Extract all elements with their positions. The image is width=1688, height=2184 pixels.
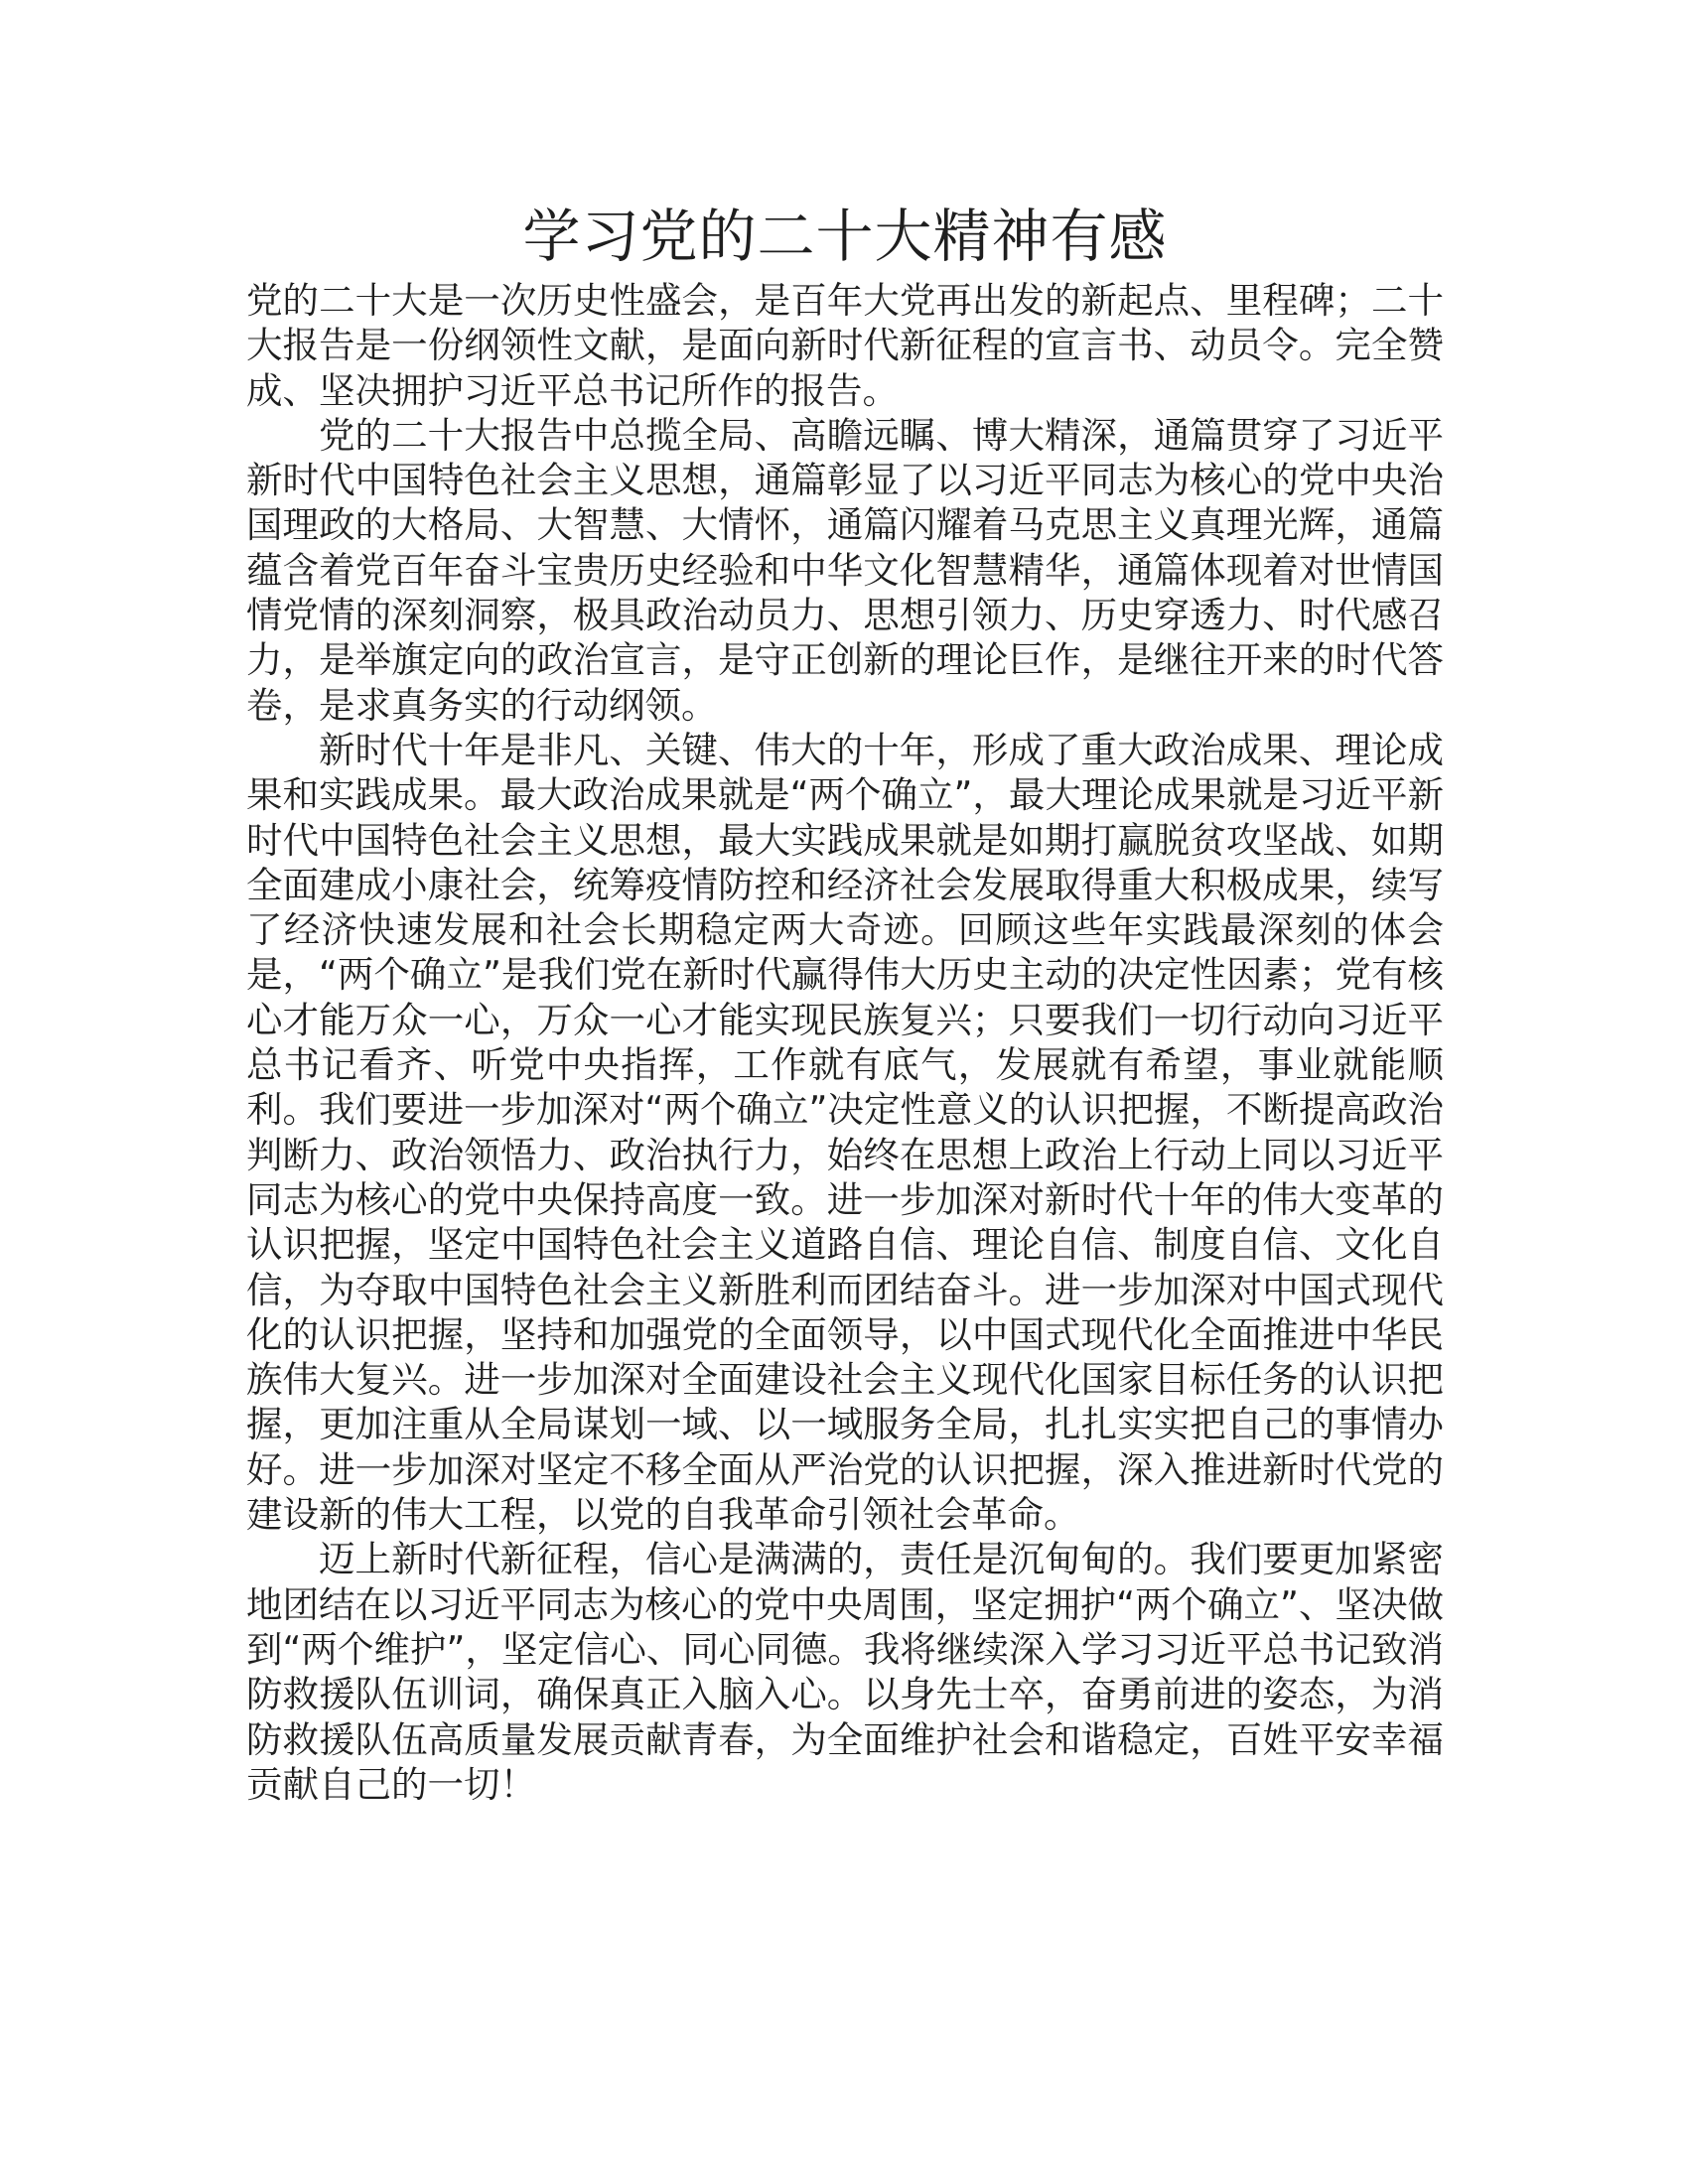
paragraph-1: 党的二十大是一次历史性盛会，是百年大党再出发的新起点、里程碑；二十大报告是一份纲领性文献，是面向新时代新征程的宣言书、动员令。完全赞成、坚决拥护习近平总书记所作的报告。 xyxy=(246,279,1444,412)
document-title: 学习党的二十大精神有感 xyxy=(522,203,1168,270)
paragraph-2: 党的二十大报告中总揽全局、高瞻远瞩、博大精深，通篇贯穿了习近平新时代中国特色社会主义思想，通篇彰显了以习近平同志为核心的党中央治国理政的大格局、大智慧、大情怀，通篇闪耀着马克思主义真理光辉，通篇蕴含着党百年奋斗宝贵历史经验和中华文化智慧精华，通篇体现着对世情国情党情的深刻洞察，极具政治动员力、思想引领力、历史穿透力、时代感召力，是举旗定向的政治宣言，是守正创新的理论巨作，是继往开来的时代答卷，是求真务实的行动纲领。 xyxy=(246,413,1444,727)
paragraph-3: 新时代十年是非凡、关键、伟大的十年，形成了重大政治成果、理论成果和实践成果。最大政治成果就是“两个确立”，最大理论成果就是习近平新时代中国特色社会主义思想，最大实践成果就是如期打赢脱贫攻坚战、如期全面建成小康社会，统筹疫情防控和经济社会发展取得重大积极成果，续写了经济快速发展和社会长期稳定两大奇迹。回顾这些年实践最深刻的体会是，“两个确立”是我们党在新时代赢得伟大历史主动的决定性因素；党有核心才能万众一心，万众一心才能实现民族复兴；只要我们一切行动向习近平总书记看齐、听党中央指挥，工作就有底气，发展就有希望，事业就能顺利。我们要进一步加深对“两个确立”决定性意义的认识把握，不断提高政治判断力、政治领悟力、政治执行力，始终在思想上政治上行动上同以习近平同志为核心的党中央保持高度一致。进一步加深对新时代十年的伟大变革的认识把握，坚定中国特色社会主义道路自信、理论自信、制度自信、文化自信，为夺取中国特色社会主义新胜利而团结奋斗。进一步加深对中国式现代化的认识把握，坚持和加强党的全面领导，以中国式现代化全面推进中华民族伟大复兴。进一步加深对全面建设社会主义现代化国家目标任务的认识把握，更加注重从全局谋划一域、以一域服务全局，扎扎实实把自己的事情办好。进一步加深对坚定不移全面从严治党的认识把握，深入推进新时代党的建设新的伟大工程，以党的自我革命引领社会革命。 xyxy=(246,728,1444,1537)
paragraph-4: 迈上新时代新征程，信心是满满的，责任是沉甸甸的。我们要更加紧密地团结在以习近平同志为核心的党中央周围，坚定拥护“两个确立”、坚决做到“两个维护”，坚定信心、同心同德。我将继续深入学习习近平总书记致消防救援队伍训词，确保真正入脑入心。以身先士卒，奋勇前进的姿态，为消防救援队伍高质量发展贡献青春，为全面维护社会和谐稳定，百姓平安幸福贡献自己的一切！ xyxy=(246,1538,1444,1806)
document-page xyxy=(246,195,1444,1807)
